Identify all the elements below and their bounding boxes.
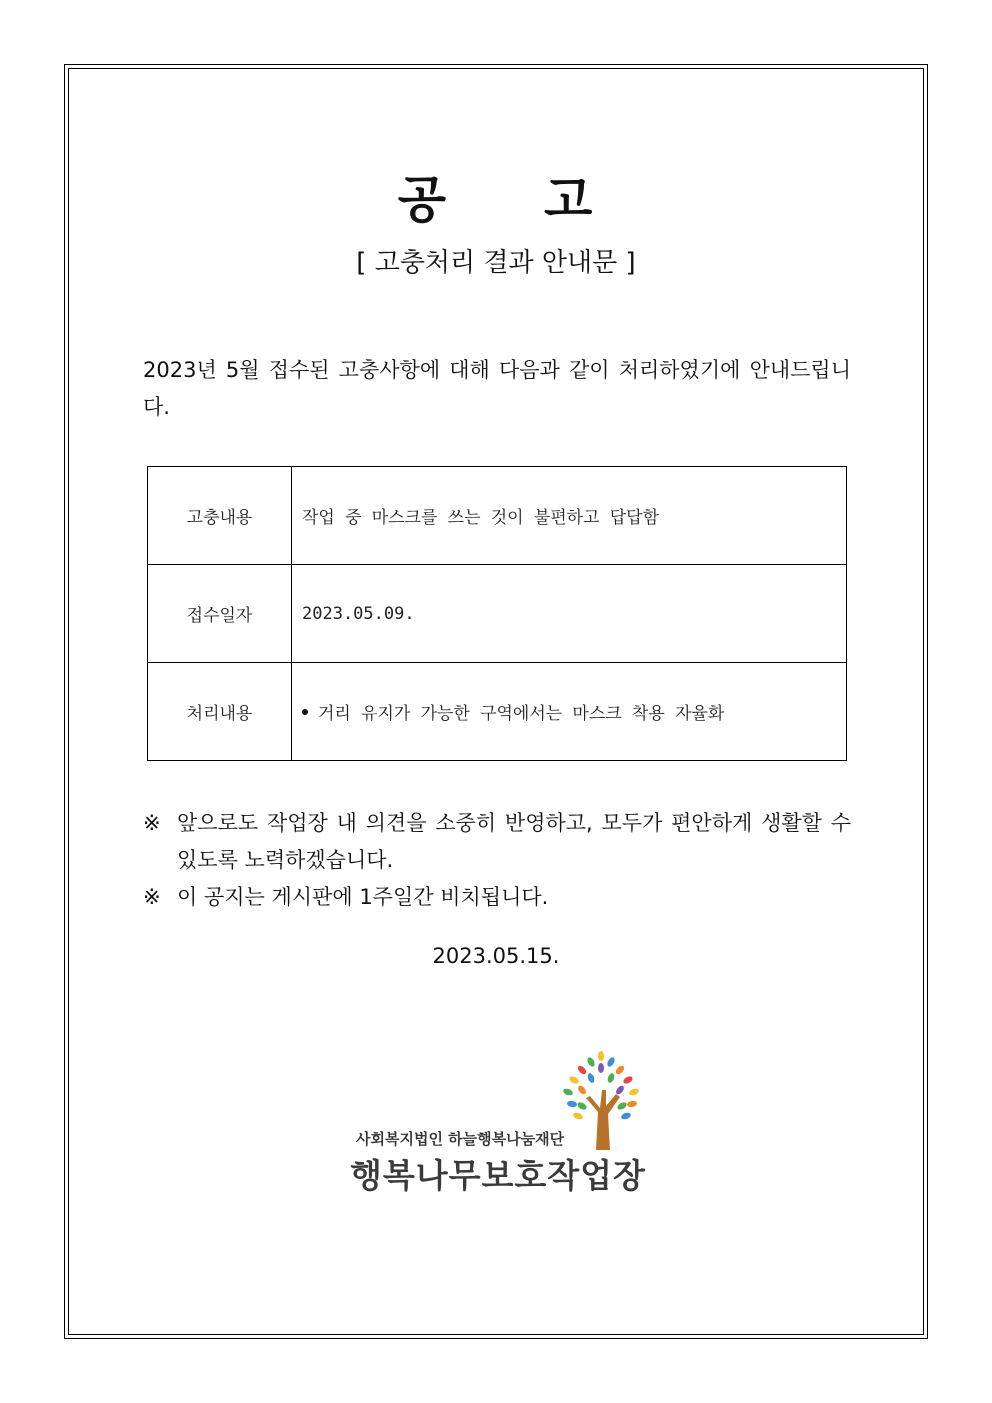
notice-subtitle: [ 고충처리 결과 안내문 ] [356,248,636,278]
reference-mark: ※ [143,885,161,909]
note-item [143,879,851,916]
title-char: 고 [544,171,595,229]
table-row [148,663,847,761]
title-char: 공 [397,171,448,229]
reference-mark: ※ [143,811,161,835]
organization-logo [348,1050,648,1200]
logo-foundation-name: 사회복지법인 하늘행복나눔재단 [356,1130,565,1148]
tree-icon [556,1050,646,1150]
row-value: 2023.05.09. [292,565,847,663]
note-text: 이 공지는 게시판에 1주일간 비치됩니다. [177,885,549,909]
row-label: 고충내용 [148,467,292,565]
notice-title [0,160,992,232]
note-text: 앞으로도 작업장 내 의견을 소중히 반영하고, 모두가 편안하게 생활할 수 있도록 노력하겠습니다. [177,811,851,872]
row-label: 처리내용 [148,663,292,761]
row-label: 접수일자 [148,565,292,663]
row-value [292,663,847,761]
notice-date: 2023.05.15. [432,944,560,968]
row-value: 작업 중 마스크를 쓰는 것이 불편하고 답답함 [292,467,847,565]
bullet-icon [302,709,308,715]
logo-workplace-name: 행복나무보호작업장 [350,1156,646,1195]
table-row [148,467,847,565]
notes-list [143,805,851,916]
intro-paragraph: 2023년 5월 접수된 고충사항에 대해 다음과 같이 처리하였기에 안내드립니다. [143,358,851,419]
bullet-text: 거리 유지가 가능한 구역에서는 마스크 착용 자율화 [318,704,725,724]
complaint-table [147,466,847,761]
table-row [148,565,847,663]
note-item [143,805,851,879]
